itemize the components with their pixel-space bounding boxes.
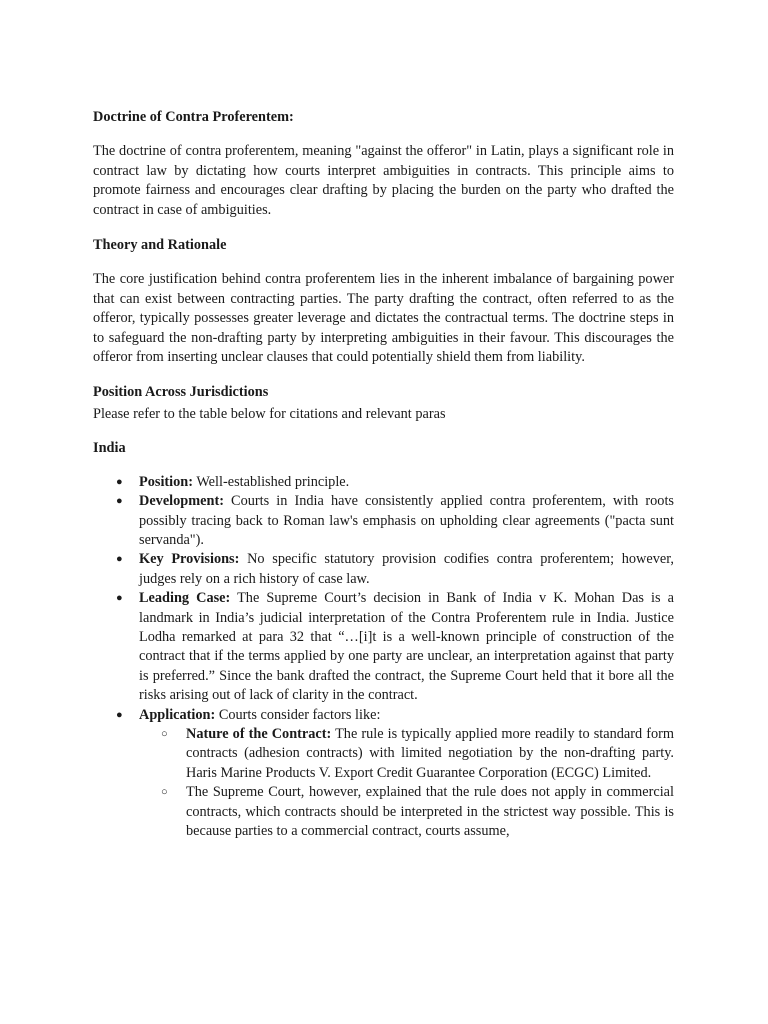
bullet-icon: ● bbox=[116, 475, 123, 488]
list-item bbox=[93, 492, 674, 550]
intro-paragraph: The doctrine of contra proferentem, meaning "against the offeror" in Latin, plays a significant role in contract law by dictating how courts interpret ambiguities in contracts. This principle aims to promote fairness and encourages clear drafting by placing the burden on the party who drafted the contract in case of ambiguities. bbox=[93, 143, 674, 218]
list-item bbox=[93, 550, 674, 589]
hollow-bullet-icon: ○ bbox=[161, 727, 168, 740]
india-heading: India bbox=[93, 440, 126, 457]
bullet-text: No specific statutory provision codifies contra proferentem; however, judges rely on a rich history of case law. bbox=[139, 551, 674, 587]
bullet-icon: ● bbox=[116, 553, 123, 566]
bullet-label: Position: bbox=[139, 473, 194, 490]
list-item bbox=[93, 473, 674, 492]
theory-heading: Theory and Rationale bbox=[93, 237, 227, 254]
position-note: Please refer to the table below for citations and relevant paras bbox=[93, 405, 446, 422]
sub-bullet-text: The rule is typically applied more readily to standard form contracts (adhesion contracts) with limited negotiation by the non-drafting party. Haris Marine Products V. Export Credit Guarantee Corporation (ECGC) Limited. bbox=[186, 725, 674, 781]
bullet-text: The Supreme Court’s decision in Bank of India v K. Mohan Das is a landmark in India’s judicial interpretation of the Contra Proferentem rule in India. Justice Lodha remarked at para 32 that “…[i]t is a well-known principle of construction of the contract that if the terms applied by one party are unclear, an interpretation against that party is preferred.” Since the bank drafted the contract, the Supreme Court held that it bore all the risks arising out of lack of clarity in the contract. bbox=[139, 590, 674, 704]
position-heading: Position Across Jurisdictions bbox=[93, 384, 269, 401]
list-item bbox=[93, 589, 674, 705]
bullet-label: Leading Case: bbox=[139, 590, 231, 607]
bullet-text: Courts consider factors like: bbox=[215, 706, 381, 723]
bullet-label: Application: bbox=[139, 706, 216, 723]
bullet-icon: ● bbox=[116, 592, 123, 605]
bullet-label: Key Provisions: bbox=[139, 551, 240, 568]
document-page bbox=[93, 108, 674, 841]
hollow-bullet-icon: ○ bbox=[161, 786, 168, 799]
bullet-text: Courts in India have consistently applied contra proferentem, with roots possibly tracing back to Roman law's emphasis on upholding clear agreements ("pacta sunt servanda"). bbox=[139, 493, 674, 548]
sub-bullet-label: Nature of the Contract: bbox=[186, 725, 332, 742]
bullet-icon: ● bbox=[116, 708, 123, 721]
list-item bbox=[93, 706, 674, 842]
application-sub-list bbox=[139, 725, 674, 841]
sub-list-item bbox=[139, 783, 674, 841]
sub-bullet-text: The Supreme Court, however, explained that the rule does not apply in commercial contracts, which contracts should be interpreted in the strictest way possible. This is because parties to a commercial contract, courts assume, bbox=[186, 784, 674, 839]
document-title: Doctrine of Contra Proferentem: bbox=[93, 109, 294, 125]
bullet-label: Development: bbox=[139, 493, 224, 510]
bullet-icon: ● bbox=[116, 495, 123, 508]
bullet-text: Well-established principle. bbox=[193, 473, 350, 490]
india-bullet-list bbox=[93, 473, 674, 842]
sub-list-item bbox=[139, 725, 674, 783]
theory-paragraph: The core justification behind contra proferentem lies in the inherent imbalance of bargaining power that can exist between contracting parties. The party drafting the contract, often referred to as the offeror, typically possesses greater leverage and dictates the contractual terms. The doctrine steps in to safeguard the non-drafting party by interpreting ambiguities in their favour. This discourages the offeror from inserting unclear clauses that could potentially shield them from liability. bbox=[93, 271, 674, 366]
